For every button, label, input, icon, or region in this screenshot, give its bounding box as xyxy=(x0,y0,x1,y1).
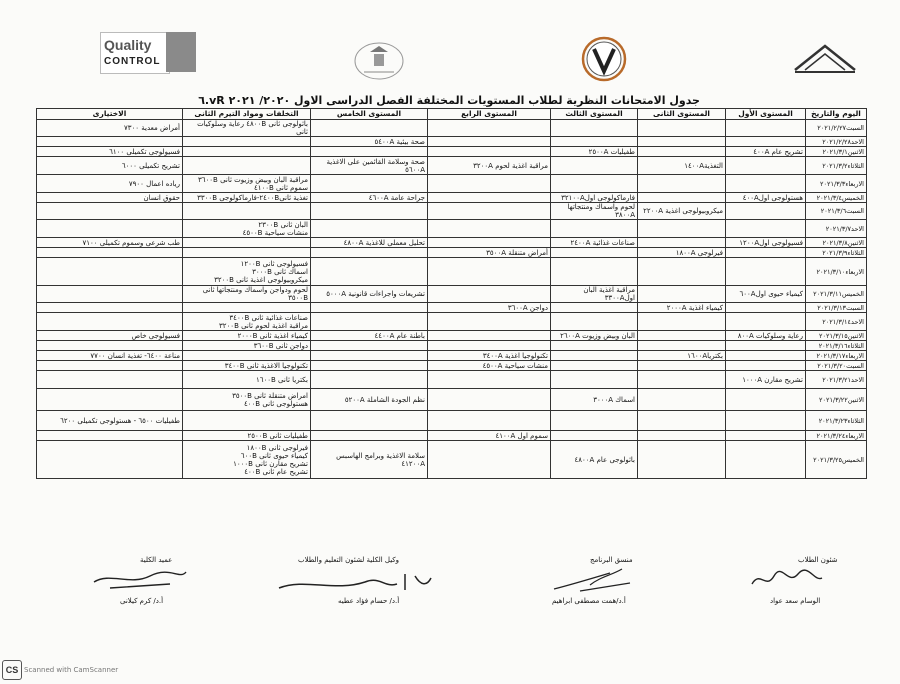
exam-cell xyxy=(183,147,311,157)
exam-cell xyxy=(638,411,726,431)
exam-cell: نظم الجودة الشاملة ٥٢٠٠A xyxy=(311,389,428,411)
exam-cell xyxy=(551,220,638,238)
exam-cell: حقوق انسان xyxy=(37,193,183,203)
exam-cell xyxy=(183,238,311,248)
exam-cell: لحوم واسماك ومنتجاتها ٣٨٠٠A xyxy=(551,203,638,220)
table-row xyxy=(37,175,867,193)
exam-cell: تغذية ثانى٢٤٠٠B-فارماكولوجى ٣٣٠٠B xyxy=(183,193,311,203)
exam-cell: طب شرعى وسموم تكميلى ٧١٠٠ xyxy=(37,238,183,248)
exam-cell xyxy=(428,313,551,331)
exam-cell: مناعة ٦٤٠٠- تغذية انسان ٧٧٠٠ xyxy=(37,351,183,361)
exam-cell: مراقبة اغذية البان اول٣٣٠٠A xyxy=(551,286,638,303)
exam-entry: مراقبة اغذية لحوم ثانى ٣٢٠٠B xyxy=(219,321,308,330)
column-header: المستوى الأول xyxy=(726,109,806,120)
exam-cell xyxy=(311,411,428,431)
exam-cell xyxy=(726,441,806,479)
signature-name-students-affairs: الوسام سعد عواد xyxy=(770,597,821,605)
exam-entry: البان ثانى ٢٣٠٠B xyxy=(258,220,308,229)
quality-control-logo: Quality CONTROL xyxy=(100,32,195,72)
exam-cell: طفيليات ٢٥٠٠A xyxy=(551,147,638,157)
exam-cell xyxy=(551,137,638,147)
exam-cell xyxy=(37,341,183,351)
exam-cell: التغذية١٤٠٠A xyxy=(638,157,726,175)
page-title: جدول الامتحانات النظرية لطلاب المستويات المختلفة الفصل الدراسى الاول ٢٠٢٠/ ٢٠٢١ vR.٦ xyxy=(198,94,700,107)
exam-cell xyxy=(37,203,183,220)
exam-cell xyxy=(183,157,311,175)
exam-cell xyxy=(183,137,311,147)
exam-cell xyxy=(551,303,638,313)
exam-cell xyxy=(638,431,726,441)
column-header: المستوى الخامس xyxy=(311,109,428,120)
header-row xyxy=(37,109,867,120)
exam-cell-multi xyxy=(183,441,311,479)
exam-cell xyxy=(726,361,806,371)
exam-cell: تشريح مقارن ١٠٠٠A xyxy=(726,371,806,389)
exam-cell-multi xyxy=(183,175,311,193)
exam-cell xyxy=(551,351,638,361)
table-row xyxy=(37,303,867,313)
exam-cell xyxy=(37,258,183,286)
date-cell: الثلاثاء٢٠٢١/٣/٩ xyxy=(806,248,867,258)
exam-cell: تشريعات واجراءات قانونية ٥٠٠٠A xyxy=(311,286,428,303)
table-row xyxy=(37,258,867,286)
exam-cell xyxy=(638,238,726,248)
date-cell: الخميس٢٠٢١/٣/٤ xyxy=(806,193,867,203)
exam-cell: أمراض متنقلة ٣٥٠٠A xyxy=(428,248,551,258)
exam-entry: هستولوجى ثانى ٤٠٠B xyxy=(244,399,308,408)
date-cell: الخميس٢٠٢١/٣/١١ xyxy=(806,286,867,303)
table-row xyxy=(37,220,867,238)
exam-cell xyxy=(37,361,183,371)
exam-cell: تكنولوجيا الاغذية ثانى ٣٤٠٠B xyxy=(183,361,311,371)
exam-cell: كيمياء اغذية ٢٠٠٠A xyxy=(638,303,726,313)
exam-cell xyxy=(311,303,428,313)
exam-cell xyxy=(638,341,726,351)
exam-entry: كيمياء حيوى ثانى ٦٠٠B xyxy=(240,451,308,460)
exam-entry: تشريح مقارن ثانى ١٠٠٠B xyxy=(233,459,308,468)
exam-cell: دواجن ٣٦٠٠A xyxy=(428,303,551,313)
exam-cell xyxy=(726,303,806,313)
exam-cell xyxy=(726,175,806,193)
exam-cell xyxy=(551,258,638,286)
exam-cell xyxy=(428,203,551,220)
exam-cell: فارماكولوجى اول٣٢١٠٠A xyxy=(551,193,638,203)
exam-cell xyxy=(183,303,311,313)
date-cell: الخميس٢٠٢١/٣/٢٥ xyxy=(806,441,867,479)
table-row xyxy=(37,351,867,361)
exam-cell xyxy=(638,175,726,193)
exam-cell xyxy=(428,331,551,341)
table-row xyxy=(37,147,867,157)
exam-cell-multi xyxy=(183,220,311,238)
exam-cell xyxy=(638,286,726,303)
table-row xyxy=(37,371,867,389)
date-cell: الاحد٢٠٢١/٣/١٤ xyxy=(806,313,867,331)
exam-cell xyxy=(311,361,428,371)
table-row xyxy=(37,441,867,479)
exam-entry: تشريح عام ثانى ٤٠٠B xyxy=(244,467,308,476)
exam-cell xyxy=(638,313,726,331)
column-header: المستوى الثانى xyxy=(638,109,726,120)
exam-cell xyxy=(428,193,551,203)
table-row xyxy=(37,238,867,248)
date-cell: الاحد٢٠٢١/٣/٢١ xyxy=(806,371,867,389)
exam-cell xyxy=(183,203,311,220)
exam-cell xyxy=(551,157,638,175)
exam-entry: ميكروبيولوجى اغذية ثانى ٣٢٠٠B xyxy=(214,275,308,284)
faculty-seal-logo xyxy=(352,40,406,82)
signature-name-coordinator: أ.د/همت مصطفى ابراهيم xyxy=(552,597,626,605)
table-row xyxy=(37,331,867,341)
university-emblem-logo xyxy=(790,40,860,76)
exam-cell: دواجن ثانى ٣٦٠٠B xyxy=(183,341,311,351)
exam-cell xyxy=(37,248,183,258)
exam-cell xyxy=(183,411,311,431)
date-cell: السبت٢٠٢١/٢/٢٧ xyxy=(806,120,867,137)
exam-cell xyxy=(37,220,183,238)
table-row xyxy=(37,248,867,258)
exam-cell xyxy=(311,147,428,157)
exam-cell xyxy=(428,220,551,238)
exam-cell xyxy=(311,220,428,238)
date-cell: الاحد٢٠٢١/٢/٢٨ xyxy=(806,137,867,147)
exam-cell xyxy=(37,441,183,479)
signature-students-affairs xyxy=(748,566,826,592)
exam-cell xyxy=(311,371,428,389)
exam-cell: اسماك ٣٠٠٠A xyxy=(551,389,638,411)
exam-cell xyxy=(311,313,428,331)
exam-cell xyxy=(428,137,551,147)
exam-cell: رياده اعمال ٧٩٠٠ xyxy=(37,175,183,193)
university-v-logo xyxy=(580,35,628,83)
exam-cell xyxy=(638,120,726,137)
date-cell: الاربعاء٢٠٢١/٣/١٠ xyxy=(806,258,867,286)
exam-cell xyxy=(428,389,551,411)
exam-cell: لحوم ودواجن واسماك ومنتجاتها ثانى ٣٥٠٠B xyxy=(183,286,311,303)
exam-cell xyxy=(428,238,551,248)
signature-vice-dean xyxy=(275,570,435,594)
camscanner-label: Scanned with CamScanner xyxy=(24,666,119,674)
exam-cell: تحليل معملى للاغذية ٤٨٠٠A xyxy=(311,238,428,248)
signature-role-students-affairs: شئون الطلاب xyxy=(798,556,838,564)
exam-cell xyxy=(37,371,183,389)
table-row xyxy=(37,120,867,137)
exam-entry: صناعات غذائية ثانى ٣٤٠٠B xyxy=(229,313,308,322)
exam-cell xyxy=(311,341,428,351)
exam-cell: باثولوجى عام ٤٨٠٠A xyxy=(551,441,638,479)
exam-cell-multi xyxy=(183,258,311,286)
column-header: المستوى الرابع xyxy=(428,109,551,120)
exam-cell: كيمياء اغذية ثانى ٢٠٠٠B xyxy=(183,331,311,341)
table-row xyxy=(37,411,867,431)
exam-cell xyxy=(311,258,428,286)
exam-cell: ميكروبيولوجى اغذية ٢٢٠٠A xyxy=(638,203,726,220)
exam-cell xyxy=(726,389,806,411)
exam-cell xyxy=(551,120,638,137)
exam-cell xyxy=(428,371,551,389)
exam-cell xyxy=(37,389,183,411)
exam-cell: طفيليات ٦٥٠٠ - هستولوجى تكميلى ٦٢٠٠ xyxy=(37,411,183,431)
exam-cell xyxy=(551,341,638,351)
exam-cell xyxy=(183,248,311,258)
signature-role-coordinator: منسق البرنامج xyxy=(590,556,633,564)
table-row xyxy=(37,341,867,351)
exam-cell: فسيولوجى تكميلى ٦١٠٠ xyxy=(37,147,183,157)
exam-cell xyxy=(428,258,551,286)
exam-cell xyxy=(37,431,183,441)
exam-cell xyxy=(311,203,428,220)
exam-cell xyxy=(551,431,638,441)
date-cell: الاربعاء٢٠٢١/٣/٣ xyxy=(806,175,867,193)
exam-cell: تشريح تكميلى ٦٠٠٠ xyxy=(37,157,183,175)
signature-role-vice-dean: وكيل الكلية لشئون التعليم والطلاب xyxy=(298,556,400,564)
exam-cell: صحة وسلامة القائمين على الاغذية ٥٦٠٠A xyxy=(311,157,428,175)
exam-entry: فيرلوجى ثانى ١٨٠٠B xyxy=(246,443,308,452)
date-cell: الثلاثاء٢٠٢١/٣/١٦ xyxy=(806,341,867,351)
exam-cell xyxy=(726,431,806,441)
exam-cell: مراقبة اغذية لحوم ٣٢٠٠A xyxy=(428,157,551,175)
exam-entry: فسيولوجى ثانى ١٢٠٠B xyxy=(240,259,308,268)
exam-cell xyxy=(183,351,311,361)
signature-dean xyxy=(90,566,190,594)
exam-cell xyxy=(726,120,806,137)
exam-cell xyxy=(638,137,726,147)
exam-cell: البان وبيض وزيوت ٢٦٠٠A xyxy=(551,331,638,341)
exam-cell xyxy=(638,258,726,286)
exam-cell: باثولوجى ثانى ٤٨٠٠B رعاية وسلوكيات ثانى xyxy=(183,120,311,137)
exam-entry: اسماك ثانى ٣٠٠٠B xyxy=(252,267,308,276)
exam-cell xyxy=(726,203,806,220)
exam-schedule-table xyxy=(36,108,867,479)
date-cell: الاثنين٢٠٢١/٣/٢٢ xyxy=(806,389,867,411)
column-header: اليوم والتاريخ xyxy=(806,109,867,120)
exam-cell xyxy=(37,286,183,303)
exam-cell xyxy=(37,137,183,147)
date-cell: الاحد٢٠٢١/٣/٧ xyxy=(806,220,867,238)
exam-cell xyxy=(726,313,806,331)
exam-cell xyxy=(638,147,726,157)
exam-cell: صناعات غذائية ٢٤٠٠A xyxy=(551,238,638,248)
exam-cell xyxy=(311,351,428,361)
exam-cell xyxy=(551,411,638,431)
exam-cell xyxy=(428,286,551,303)
exam-cell xyxy=(428,341,551,351)
exam-cell xyxy=(428,175,551,193)
exam-cell: فسيولوجى خاص xyxy=(37,331,183,341)
exam-cell: طفيليات ثانى ٢٥٠٠B xyxy=(183,431,311,441)
exam-cell: هستولوجى اول٤٠٠A xyxy=(726,193,806,203)
exam-cell xyxy=(428,147,551,157)
date-cell: الثلاثاء٢٠٢١/٣/٢ xyxy=(806,157,867,175)
exam-cell xyxy=(37,313,183,331)
exam-cell: تشريح عام ٤٠٠A xyxy=(726,147,806,157)
exam-cell xyxy=(726,341,806,351)
exam-cell: فسيولوجى اول١٢٠٠A xyxy=(726,238,806,248)
exam-cell xyxy=(311,120,428,137)
exam-cell xyxy=(428,411,551,431)
exam-cell xyxy=(726,411,806,431)
exam-entry: سموم ثانى ٤١٠٠B xyxy=(253,183,308,192)
exam-cell xyxy=(726,248,806,258)
date-cell: السبت٢٠٢١/٣/٦ xyxy=(806,203,867,220)
exam-cell: سلامة الاغذية وبرامج الهاسبس ٤١٢٠٠A xyxy=(311,441,428,479)
date-cell: السبت٢٠٢١/٣/٢٠ xyxy=(806,361,867,371)
exam-entry: مراقبة البان وبيض وزيوت ثانى ٣٦٠٠B xyxy=(198,175,308,184)
table-row xyxy=(37,137,867,147)
exam-cell xyxy=(37,303,183,313)
table-row xyxy=(37,193,867,203)
exam-cell: صحة بيئية ٥٤٠٠A xyxy=(311,137,428,147)
exam-cell xyxy=(551,175,638,193)
exam-cell xyxy=(311,248,428,258)
exam-cell: أمراض معدية ٧٣٠٠ xyxy=(37,120,183,137)
exam-cell: جراحة عامة ٤٦٠٠A xyxy=(311,193,428,203)
exam-cell xyxy=(428,441,551,479)
exam-cell: رعاية وسلوكيات ٨٠٠A xyxy=(726,331,806,341)
date-cell: الثلاثاء٢٠٢١/٣/٢٣ xyxy=(806,411,867,431)
exam-cell xyxy=(638,220,726,238)
table-row xyxy=(37,361,867,371)
date-cell: الاربعاء٢٠٢١/٣/٢٤ xyxy=(806,431,867,441)
exam-cell xyxy=(726,258,806,286)
exam-cell xyxy=(551,361,638,371)
exam-cell xyxy=(726,220,806,238)
exam-cell xyxy=(638,371,726,389)
date-cell: السبت٢٠٢١/٣/١٣ xyxy=(806,303,867,313)
camscanner-icon: CS xyxy=(2,660,22,680)
table-row xyxy=(37,313,867,331)
exam-cell-multi xyxy=(183,313,311,331)
signature-name-vice-dean: أ.د/ حسام فؤاد عطيه xyxy=(338,597,400,605)
signature-role-dean: عميد الكلية xyxy=(140,556,173,564)
date-cell: الاثنين٢٠٢١/٣/٨ xyxy=(806,238,867,248)
column-header: المستوى الثالث xyxy=(551,109,638,120)
exam-cell xyxy=(311,431,428,441)
exam-cell xyxy=(551,248,638,258)
exam-cell xyxy=(638,193,726,203)
exam-cell xyxy=(638,441,726,479)
date-cell: الاثنين٢٠٢١/٣/١٥ xyxy=(806,331,867,341)
exam-cell: بكتريا ثانى ١٦٠٠B xyxy=(183,371,311,389)
date-cell: الاربعاء٢٠٢١/٣/١٧ xyxy=(806,351,867,361)
exam-cell: بكتريا١٦٠٠A xyxy=(638,351,726,361)
exam-cell xyxy=(311,175,428,193)
table-row xyxy=(37,286,867,303)
exam-entry: امراض متنقلة ثانى ٣٥٠٠B xyxy=(232,391,308,400)
exam-cell xyxy=(638,389,726,411)
column-header: الاختيارى xyxy=(37,109,183,120)
table-row xyxy=(37,389,867,411)
exam-cell xyxy=(726,157,806,175)
column-header: التخلفات ومواد التيرم الثانى xyxy=(183,109,311,120)
exam-cell: منشات سياحية ٤٥٠٠A xyxy=(428,361,551,371)
table-row xyxy=(37,203,867,220)
signature-program-coordinator xyxy=(550,565,640,595)
exam-entry: منشات سياحية ٤٥٠٠B xyxy=(242,228,308,237)
exam-cell: تكنولوجيا اغذية ٣٤٠٠A xyxy=(428,351,551,361)
exam-cell: فيرلوجى ١٨٠٠A xyxy=(638,248,726,258)
exam-cell-multi xyxy=(183,389,311,411)
exam-cell: سموم اول ٤١٠٠A xyxy=(428,431,551,441)
exam-cell xyxy=(428,120,551,137)
exam-cell xyxy=(638,331,726,341)
date-cell: الاثنين٢٠٢١/٣/١ xyxy=(806,147,867,157)
table-row xyxy=(37,431,867,441)
exam-cell xyxy=(726,137,806,147)
exam-cell xyxy=(638,361,726,371)
exam-cell: كيمياء حيوى اول٦٠٠A xyxy=(726,286,806,303)
exam-cell xyxy=(551,371,638,389)
exam-cell xyxy=(726,351,806,361)
exam-cell xyxy=(551,313,638,331)
signature-name-dean: أ.د/ كرم كيلانى xyxy=(120,597,164,605)
exam-cell: باطنة عام ٤٤٠٠A xyxy=(311,331,428,341)
table-row xyxy=(37,157,867,175)
